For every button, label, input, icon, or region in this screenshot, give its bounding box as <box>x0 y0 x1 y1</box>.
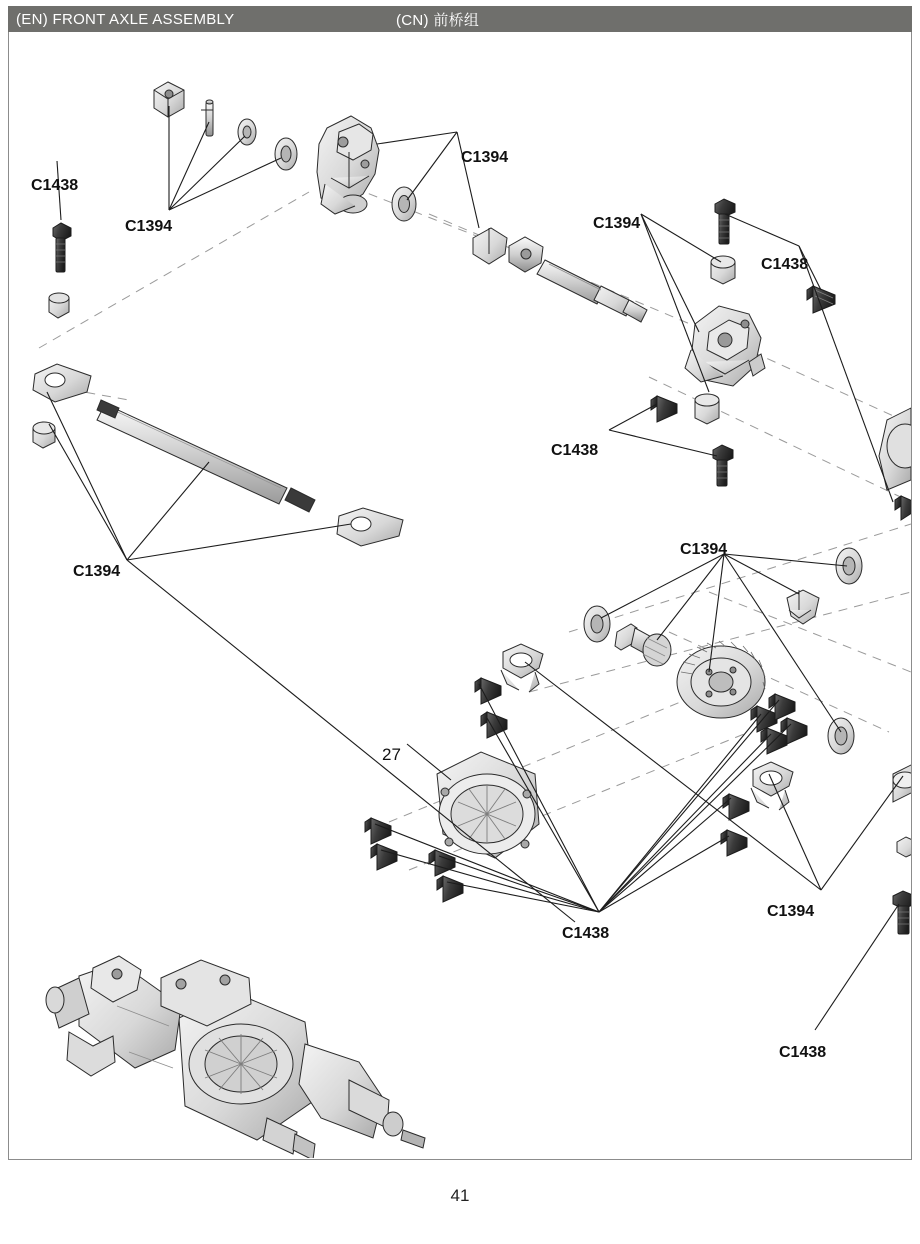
exploded-diagram <box>9 32 911 1158</box>
callout-c1438-bottom-mid: C1438 <box>562 925 610 942</box>
section-title-en: (EN) FRONT AXLE ASSEMBLY <box>16 10 235 28</box>
callout-item-27: 27 <box>382 745 401 764</box>
callout-c1394-upper-left: C1394 <box>125 218 173 235</box>
callout-c1394-mid-right: C1394 <box>680 541 728 558</box>
callout-c1394-top-right: C1394 <box>593 215 641 232</box>
callout-c1394-top-center: C1394 <box>461 149 509 166</box>
callout-c1394-mid-left: C1394 <box>73 563 121 580</box>
callout-c1438-bottom-far-right: C1438 <box>779 1044 827 1061</box>
diagram-frame <box>8 32 912 1160</box>
section-title-cn: (CN) 前桥组 <box>396 11 480 29</box>
page-number: 41 <box>450 1186 470 1205</box>
callout-c1438-upper-right: C1438 <box>761 256 809 273</box>
callout-c1438-mid-center: C1438 <box>551 442 599 459</box>
callout-c1438-top-left: C1438 <box>31 177 79 194</box>
callout-c1394-bottom-right: C1394 <box>767 903 815 920</box>
section-header-bar <box>8 6 912 32</box>
